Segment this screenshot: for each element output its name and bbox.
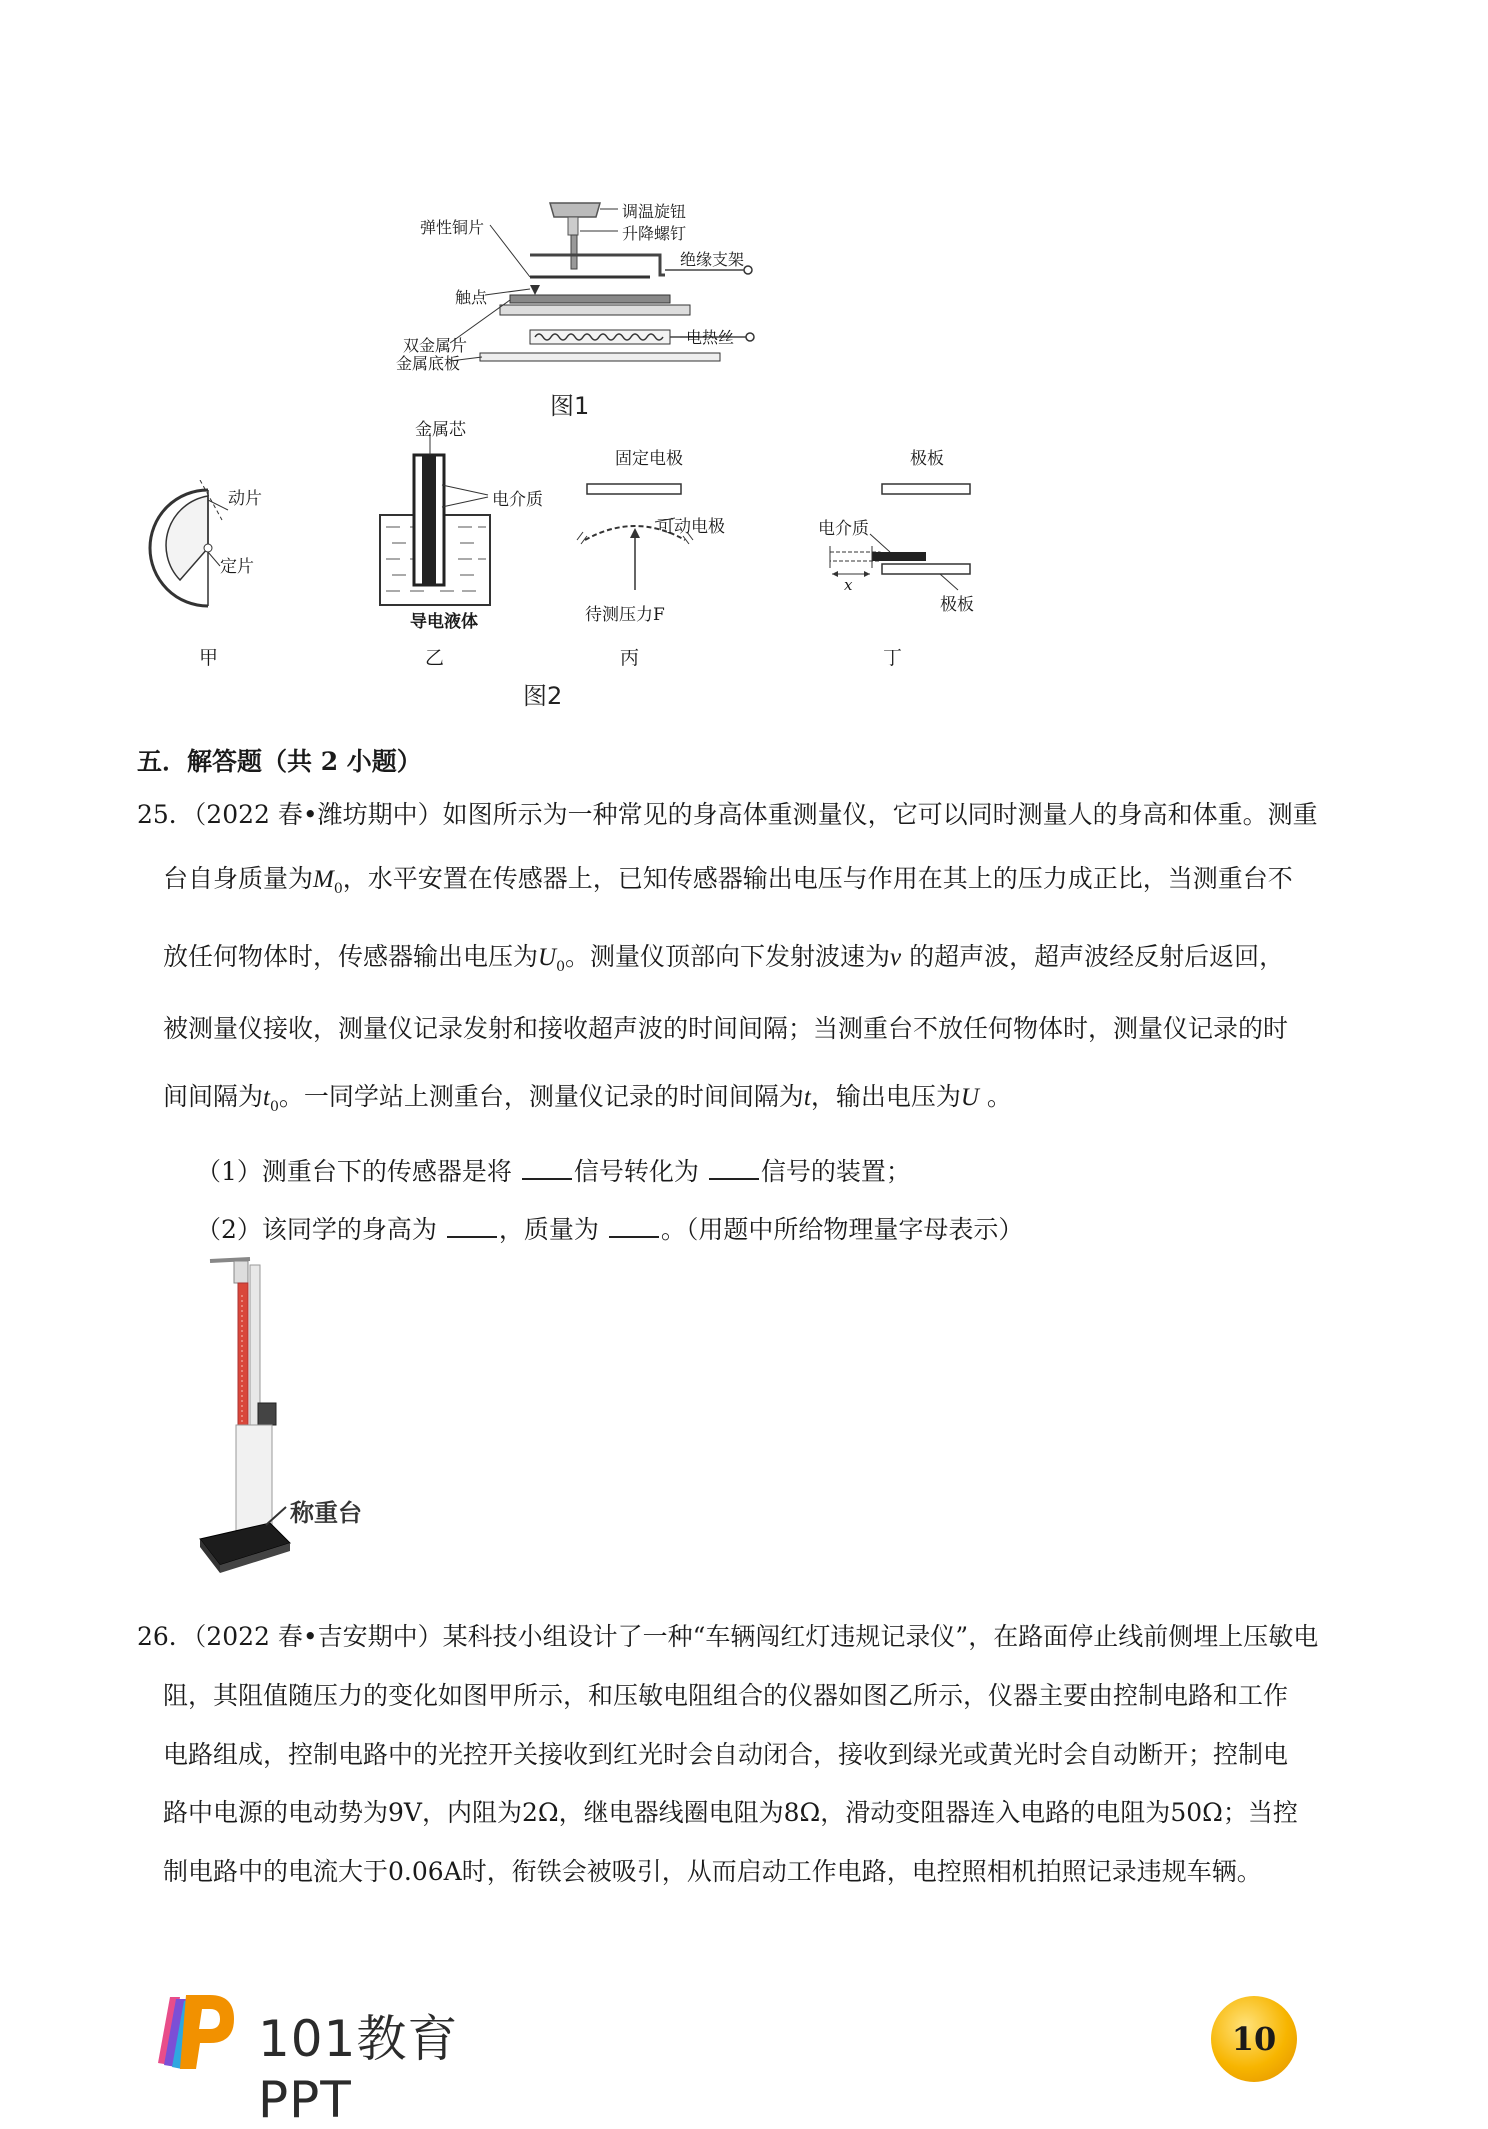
q25-sub-1	[196, 1152, 911, 1188]
label-fixed-electrode: 固定电极	[615, 449, 683, 469]
q25-text: 信号的装置；	[760, 1157, 911, 1186]
label-base: 金属底板	[396, 354, 461, 373]
value-trigger-current: 0.06A	[388, 1857, 462, 1886]
q26-line-2: 阻，其阻值随压力的变化如图甲所示，和压敏电阻组合的仪器如图乙所示，仪器主要由控制电路和工作	[163, 1681, 1289, 1710]
answer-blank[interactable]	[447, 1218, 497, 1238]
figure-1	[390, 195, 760, 375]
var-M: M	[313, 866, 334, 893]
subscript-0: 0	[556, 959, 565, 975]
figure-1-caption: 图1	[550, 392, 590, 420]
var-t: t	[263, 1084, 270, 1111]
q26-text: 路中电源的电动势为	[163, 1798, 389, 1827]
label-x: x	[844, 576, 853, 594]
page-number-badge	[1211, 1996, 1297, 2082]
q26-text: ，继电器线圈电阻为	[558, 1798, 784, 1827]
q25-text: ，输出电压为	[810, 1082, 961, 1111]
q25-text: （2）该同学的身高为	[196, 1215, 445, 1244]
label-movable-electrode: 可动电极	[657, 517, 725, 537]
label-contact: 触点	[455, 288, 488, 307]
answer-blank[interactable]	[709, 1160, 759, 1180]
section-title: 五．解答题（共 2 小题）	[137, 747, 422, 776]
answer-blank[interactable]	[522, 1160, 572, 1180]
logo-icon	[150, 1985, 240, 2075]
q25-text: 。（用题中所给物理量字母表示）	[660, 1215, 1024, 1244]
q26-text: 时，衔铁会被吸引，从而启动工作电路，电控照相机拍照记录违规车辆。	[461, 1857, 1262, 1886]
scale-illustration	[190, 1255, 410, 1585]
page-number: 10	[1231, 2020, 1277, 2058]
value-internal-resistance: 2Ω	[522, 1798, 559, 1827]
label-dielectric-yi: 电介质	[492, 490, 543, 510]
label-screw: 升降螺钉	[622, 224, 687, 243]
figure-2-bing	[575, 440, 755, 630]
var-t: t	[803, 1084, 811, 1111]
figure-2-jia	[140, 480, 280, 610]
q26-text: ，滑动变阻器连入电路的电阻为	[820, 1798, 1171, 1827]
q25-line-5	[163, 1084, 1012, 1120]
figure-2-yi	[370, 415, 570, 630]
var-U: U	[538, 944, 557, 971]
q25-text: 信号转化为	[573, 1157, 707, 1186]
q25-text: 。测量仪顶部向下发射波速为	[565, 942, 891, 971]
q26-line-3: 电路组成，控制电路中的光控开关接收到红光时会自动闭合，接收到绿光或黄光时会自动断开；控制电	[163, 1740, 1289, 1769]
label-bracket: 绝缘支架	[680, 250, 745, 269]
q25-line-4: 被测量仪接收，测量仪记录发射和接收超声波的时间间隔；当测重台不放任何物体时，测量仪记录的时	[163, 1014, 1289, 1043]
q25-text: 台自身质量为	[163, 864, 314, 893]
label-weighing-platform: 称重台	[290, 1498, 362, 1527]
q26-text: ；当控	[1222, 1798, 1298, 1827]
figure-2-jia-name: 甲	[199, 647, 219, 669]
var-U: U	[960, 1084, 979, 1111]
value-coil-resistance: 8Ω	[783, 1798, 821, 1827]
q25-text: ，水平安置在传感器上，已知传感器输出电压与作用在其上的压力成正比，当测重台不	[342, 864, 1293, 893]
label-dielectric-ding: 电介质	[818, 519, 869, 539]
label-plate-top: 极板	[910, 449, 944, 469]
label-conductive-liquid: 导电液体	[410, 612, 478, 632]
q25-text: 放任何物体时，传感器输出电压为	[163, 942, 539, 971]
q26-line-4	[163, 1800, 1298, 1825]
var-v: v	[890, 944, 902, 971]
footer-logo	[150, 1985, 530, 2129]
label-moving-plate: 动片	[228, 489, 262, 509]
q26-text: ，内阻为	[421, 1798, 522, 1827]
q26-line-5	[163, 1859, 1262, 1884]
q25-sub-2	[196, 1210, 1023, 1246]
q25-text: 。	[978, 1082, 1012, 1111]
q25-text: 间间隔为	[163, 1082, 264, 1111]
label-copper: 弹性铜片	[420, 218, 485, 237]
q26-text: 制电路中的电流大于	[163, 1857, 389, 1886]
logo-text: 101教育PPT	[258, 2010, 459, 2129]
q25-text: 的超声波，超声波经反射后返回，	[901, 942, 1285, 971]
q25-text: ，质量为	[498, 1215, 607, 1244]
value-rheostat-resistance: 50Ω	[1170, 1798, 1223, 1827]
figure-2-bing-name: 丙	[620, 647, 640, 669]
subscript-0: 0	[333, 881, 343, 897]
q25-text: （1）测重台下的传感器是将	[196, 1157, 520, 1186]
label-heater: 电热丝	[686, 328, 735, 347]
q25-text: 。一同学站上测重台，测量仪记录的时间间隔为	[278, 1082, 804, 1111]
q26-line-1: 26．（2022 春•吉安期中）某科技小组设计了一种“车辆闯红灯违规记录仪”，在路面停止线前侧埋上压敏电	[137, 1622, 1319, 1651]
subscript-0: 0	[269, 1099, 279, 1115]
label-fixed-plate: 定片	[220, 557, 254, 577]
figure-2-yi-name: 乙	[425, 647, 445, 669]
answer-blank[interactable]	[609, 1218, 659, 1238]
q25-line-1: 25．（2022 春•潍坊期中）如图所示为一种常见的身高体重测量仪，它可以同时测量人的身高和体重。测重	[137, 800, 1318, 829]
height-weight-scale-image	[190, 1255, 410, 1585]
figure-2-ding-name: 丁	[883, 647, 903, 669]
liquid-capacitor-diagram	[370, 415, 570, 630]
label-knob: 调温旋钮	[622, 202, 687, 221]
q25-line-2	[163, 866, 1293, 902]
label-measured-force: 待测压力F	[585, 605, 665, 625]
label-metal-core: 金属芯	[415, 420, 466, 440]
label-plate-bottom: 极板	[940, 595, 974, 615]
figure-2-caption: 图2	[523, 682, 563, 710]
label-bimetal: 双金属片	[403, 336, 468, 355]
figure-2-ding	[810, 440, 990, 620]
value-emf: 9V	[388, 1798, 422, 1827]
q25-line-3	[163, 944, 1284, 980]
